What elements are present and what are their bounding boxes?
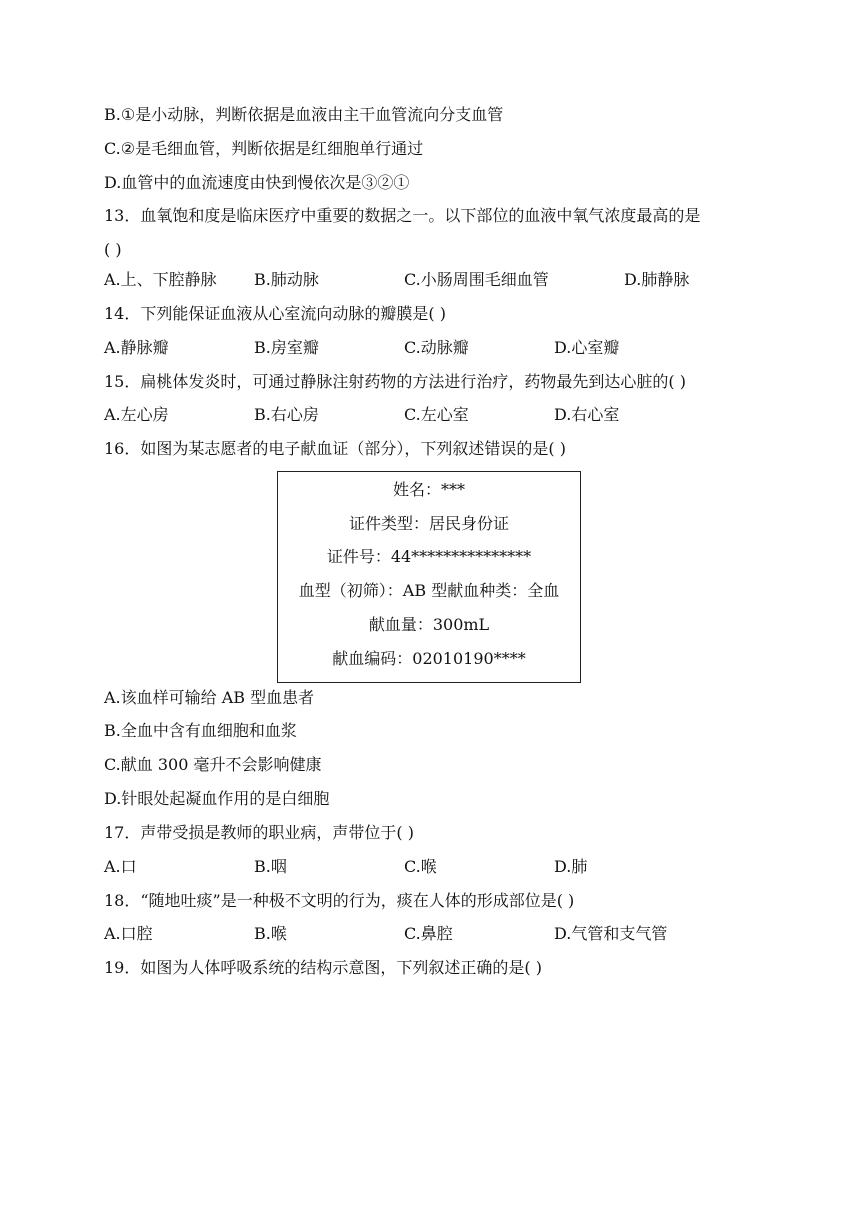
q13-stem: 13．血氧饱和度是临床医疗中重要的数据之一。以下部位的血液中氧气浓度最高的是 — [104, 206, 701, 225]
q18-stem: 18．“随地吐痰”是一种极不文明的行为，痰在人体的形成部位是( ) — [104, 891, 575, 910]
q15-option-c: C.左心室 — [404, 405, 469, 424]
q17-option-a: A.口 — [104, 857, 137, 876]
q18-option-a: A.口腔 — [104, 924, 153, 943]
q13-option-b: B.肺动脉 — [254, 270, 319, 289]
q14-option-a: A.静脉瓣 — [104, 338, 169, 357]
q15-option-a: A.左心房 — [104, 405, 169, 424]
q17-option-c: C.喉 — [404, 857, 437, 876]
q16-stem: 16．如图为某志愿者的电子献血证（部分），下列叙述错误的是( ) — [104, 439, 566, 458]
card-donation-code: 献血编码：02010190**** — [332, 649, 526, 668]
q15-option-d: D.右心室 — [554, 405, 620, 424]
q13-stem-cont: ( ) — [104, 240, 122, 259]
q17-option-d: D.肺 — [554, 857, 588, 876]
q18-option-c: C.鼻腔 — [404, 924, 453, 943]
q12-option-c: C.②是毛细血管，判断依据是红细胞单行通过 — [104, 139, 424, 158]
q12-option-b: B.①是小动脉，判断依据是血液由主干血管流向分支血管 — [104, 105, 504, 124]
q15-stem: 15．扁桃体发炎时，可通过静脉注射药物的方法进行治疗，药物最先到达心脏的( ) — [104, 372, 686, 391]
q13-option-c: C.小肠周围毛细血管 — [404, 270, 549, 289]
q16-option-a: A.该血样可输给 AB 型血患者 — [104, 688, 315, 707]
q17-stem: 17．声带受损是教师的职业病，声带位于( ) — [104, 823, 414, 842]
q13-option-a: A.上、下腔静脉 — [104, 270, 217, 289]
q19-stem: 19．如图为人体呼吸系统的结构示意图，下列叙述正确的是( ) — [104, 958, 542, 977]
card-volume: 献血量：300mL — [368, 615, 490, 634]
q16-option-b: B.全血中含有血细胞和血浆 — [104, 721, 297, 740]
q14-option-c: C.动脉瓣 — [404, 338, 469, 357]
blood-donation-card — [277, 471, 581, 683]
q14-option-b: B.房室瓣 — [254, 338, 319, 357]
card-id-type: 证件类型：居民身份证 — [348, 514, 509, 533]
q17-option-b: B.咽 — [254, 857, 287, 876]
card-blood-type: 血型（初筛）：AB 型献血种类：全血 — [298, 581, 560, 600]
q14-stem: 14．下列能保证血液从心室流向动脉的瓣膜是( ) — [104, 304, 446, 323]
q18-option-d: D.气管和支气管 — [554, 924, 668, 943]
q15-option-b: B.右心房 — [254, 405, 319, 424]
q13-option-d: D.肺静脉 — [624, 270, 690, 289]
q16-option-c: C.献血 300 毫升不会影响健康 — [104, 755, 322, 774]
card-id-number: 证件号：44*************** — [326, 547, 532, 566]
q14-option-d: D.心室瓣 — [554, 338, 620, 357]
card-name: 姓名：*** — [392, 480, 465, 499]
q12-option-d: D.血管中的血流速度由快到慢依次是③②① — [104, 173, 410, 192]
q16-option-d: D.针眼处起凝血作用的是白细胞 — [104, 789, 330, 808]
q18-option-b: B.喉 — [254, 924, 287, 943]
